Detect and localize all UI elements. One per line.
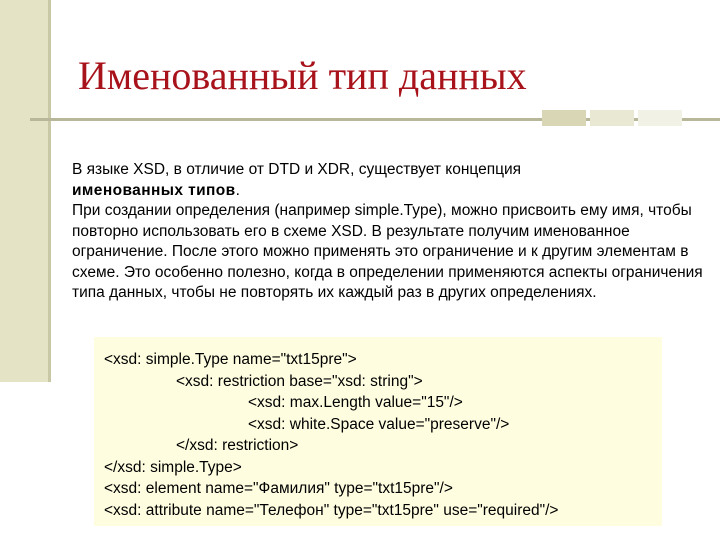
slide-title: Именованный тип данных	[78, 53, 527, 98]
slide-body	[72, 160, 712, 304]
divider-accent-square	[542, 110, 586, 126]
intro-bold-term: именованных типов	[72, 181, 236, 199]
paragraph-intro	[72, 160, 712, 201]
left-decorative-band	[0, 0, 48, 382]
code-line: </xsd: restriction>	[176, 437, 299, 454]
code-line: </xsd: simple.Type>	[104, 458, 242, 476]
code-line: <xsd: white.Space value="preserve"/>	[248, 415, 510, 433]
code-line: <xsd: simple.Type name="txt15pre">	[104, 351, 357, 368]
code-example	[104, 349, 558, 521]
code-line: <xsd: attribute name="Телефон" type="txt15pre" use="required"/>	[104, 501, 559, 519]
divider-accent-square	[638, 110, 682, 126]
intro-text: В языке XSD, в отличие от DTD и XDR, существует концепция	[72, 161, 522, 178]
code-line: <xsd: element name="Фамилия" type="txt15pre"/>	[104, 480, 453, 497]
intro-period: .	[235, 181, 240, 199]
paragraph-explanation: При создании определения (например simple.Type), можно присвоить ему имя, чтобы повторно использовать его в схеме XSD. В результате получим именованное ограничение. После этого можно применять это ограничение и к другим элементам в схеме. Это особенно полезно, когда в определении применяются аспекты ограничения типа данных, чтобы не повторять их каждый раз в других определениях.	[72, 202, 703, 301]
code-line: <xsd: max.Length value="15"/>	[248, 394, 463, 411]
divider-accent-square	[590, 110, 634, 126]
code-line: <xsd: restriction base="xsd: string">	[176, 372, 423, 390]
